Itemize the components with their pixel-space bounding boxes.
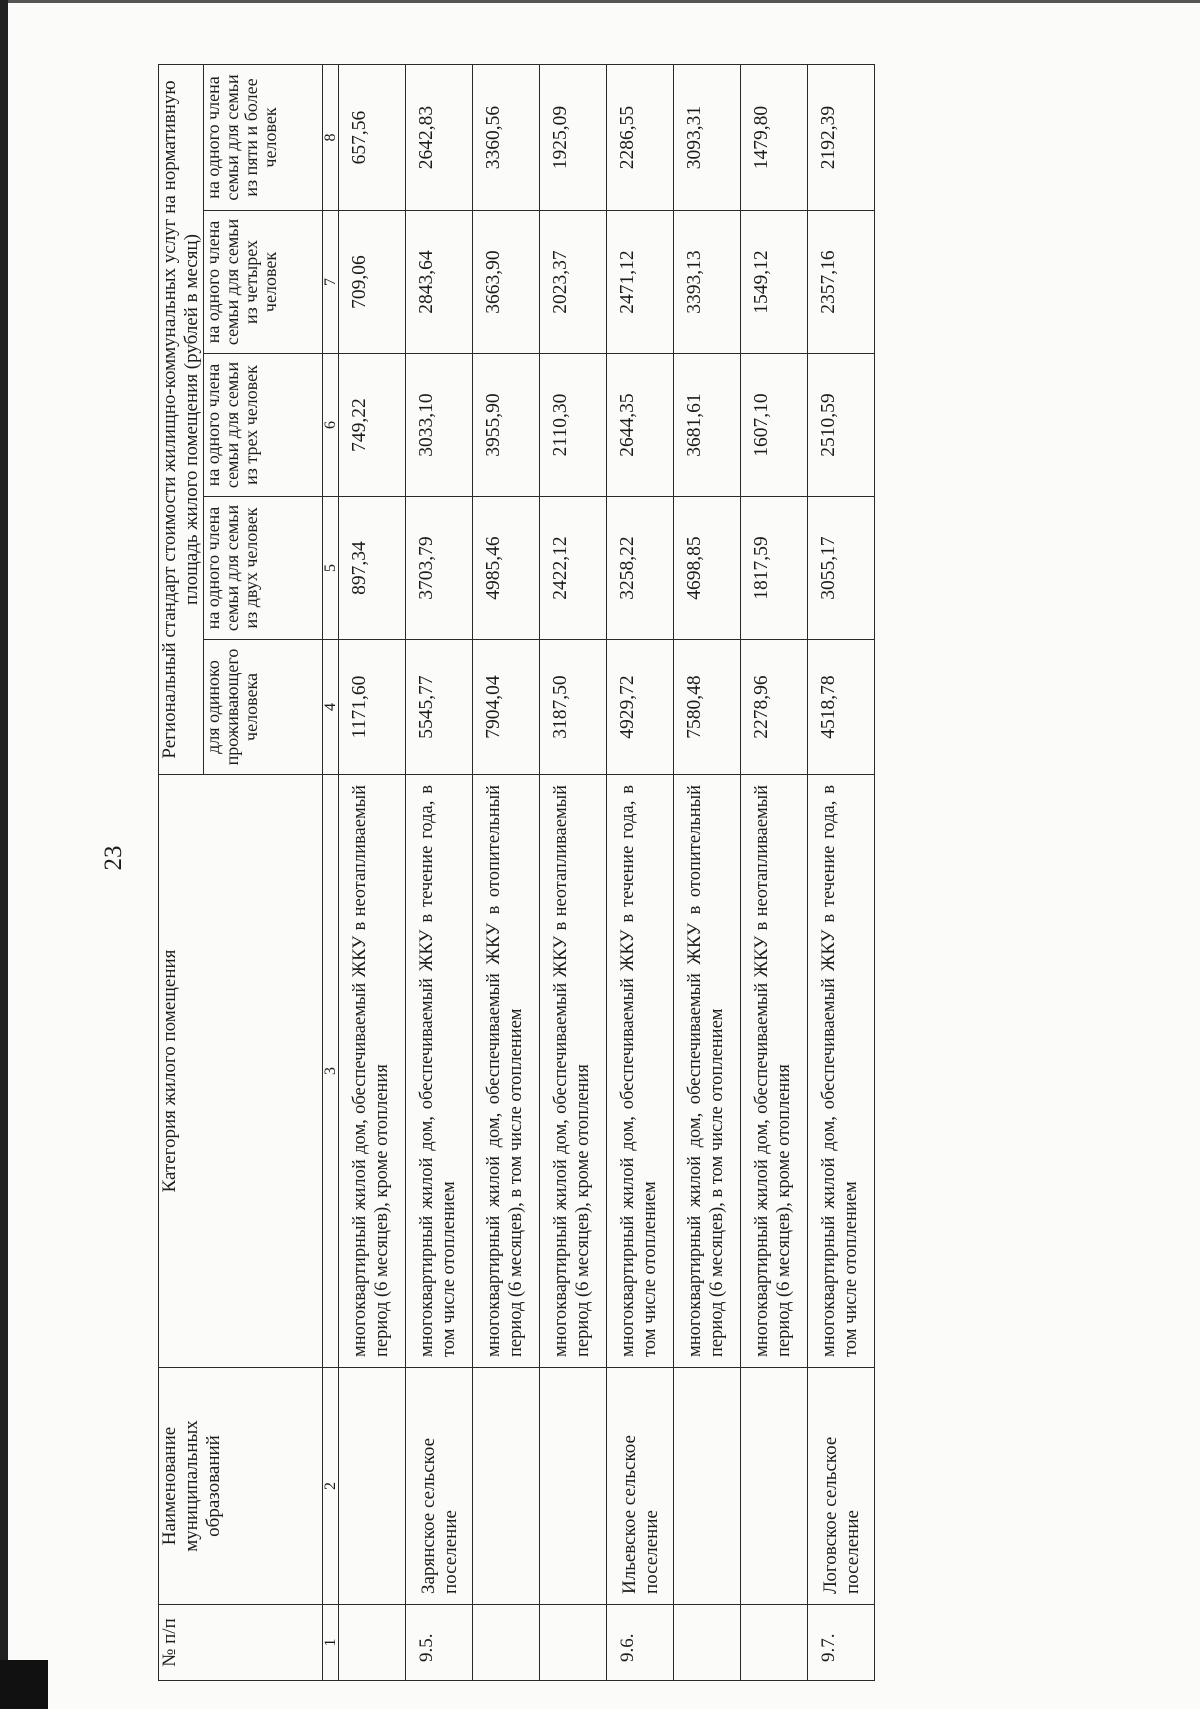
value-four: 2357,16 <box>808 211 875 354</box>
municipality-name: Ильевское сельское поселение <box>607 1368 674 1605</box>
header-col-number: № п/п <box>159 1605 323 1681</box>
row-number <box>741 1605 808 1681</box>
value-four: 2471,12 <box>607 211 674 354</box>
value-three: 3681,61 <box>674 354 741 497</box>
table-body <box>339 65 875 1681</box>
value-three: 2510,59 <box>808 354 875 497</box>
header-col-five: на одного члена семьи для семьи из пяти и более человек <box>204 65 323 211</box>
housing-category: многоквартирный жилой дом, обеспечиваемый ЖКУ в неотапливаемый период (6 месяцев), кроме отопления <box>540 775 607 1368</box>
column-number: 4 <box>323 640 339 775</box>
page-number: 23 <box>100 845 127 871</box>
value-four: 2843,64 <box>406 211 473 354</box>
value-five: 1479,80 <box>741 65 808 211</box>
value-two: 3055,17 <box>808 497 875 640</box>
value-three: 3033,10 <box>406 354 473 497</box>
column-number-row <box>323 65 339 1681</box>
value-five: 657,56 <box>339 65 406 211</box>
value-five: 3093,31 <box>674 65 741 211</box>
value-four: 1549,12 <box>741 211 808 354</box>
row-number: 9.6. <box>607 1605 674 1681</box>
value-single: 5545,77 <box>406 640 473 775</box>
row-number <box>674 1605 741 1681</box>
value-three: 3955,90 <box>473 354 540 497</box>
table-row <box>339 65 406 1681</box>
value-single: 3187,50 <box>540 640 607 775</box>
value-single: 7904,04 <box>473 640 540 775</box>
row-number <box>473 1605 540 1681</box>
housing-category: многоквартирный жилой дом, обеспечиваемый ЖКУ в течение года, в том числе отоплением <box>406 775 473 1368</box>
housing-category: многоквартирный жилой дом, обеспечиваемый ЖКУ в отопительный период (6 месяцев), в том числе отоплением <box>473 775 540 1368</box>
table-row <box>406 65 473 1681</box>
value-three: 2644,35 <box>607 354 674 497</box>
municipality-name <box>339 1368 406 1605</box>
value-five: 2642,83 <box>406 65 473 211</box>
header-col-category: Категория жилого помещения <box>159 775 323 1368</box>
value-single: 2278,96 <box>741 640 808 775</box>
row-number <box>540 1605 607 1681</box>
municipality-name <box>674 1368 741 1605</box>
municipality-name <box>741 1368 808 1605</box>
table-row <box>808 65 875 1681</box>
value-five: 3360,56 <box>473 65 540 211</box>
housing-category: многоквартирный жилой дом, обеспечиваемый ЖКУ в течение года, в том числе отоплением <box>607 775 674 1368</box>
column-number: 1 <box>323 1605 339 1681</box>
value-four: 3663,90 <box>473 211 540 354</box>
value-two: 2422,12 <box>540 497 607 640</box>
housing-category: многоквартирный жилой дом, обеспечиваемый ЖКУ в течение года, в том числе отоплением <box>808 775 875 1368</box>
header-group-standard: Региональный стандарт стоимости жилищно-коммунальных услуг на нормативную площадь жилого помещения (рублей в месяц) <box>159 65 204 775</box>
column-number: 6 <box>323 354 339 497</box>
value-two: 4698,85 <box>674 497 741 640</box>
value-five: 1925,09 <box>540 65 607 211</box>
table-row <box>607 65 674 1681</box>
header-col-two: на одного члена семьи для семьи из двух человек <box>204 497 323 640</box>
value-two: 3258,22 <box>607 497 674 640</box>
header-col-single: для одиноко проживающего человека <box>204 640 323 775</box>
column-number: 3 <box>323 775 339 1368</box>
value-four: 3393,13 <box>674 211 741 354</box>
municipality-name <box>473 1368 540 1605</box>
housing-category: многоквартирный жилой дом, обеспечиваемый ЖКУ в неотапливаемый период (6 месяцев), кроме отопления <box>339 775 406 1368</box>
row-number: 9.7. <box>808 1605 875 1681</box>
housing-cost-table <box>158 64 875 1681</box>
header-col-municipality: Наименование муниципальных образований <box>159 1368 323 1605</box>
row-number: 9.5. <box>406 1605 473 1681</box>
value-five: 2192,39 <box>808 65 875 211</box>
column-number: 5 <box>323 497 339 640</box>
table-row <box>540 65 607 1681</box>
value-three: 1607,10 <box>741 354 808 497</box>
municipality-name <box>540 1368 607 1605</box>
value-five: 2286,55 <box>607 65 674 211</box>
value-single: 4929,72 <box>607 640 674 775</box>
municipality-name: Логовское сельское поселение <box>808 1368 875 1605</box>
value-four: 709,06 <box>339 211 406 354</box>
value-two: 3703,79 <box>406 497 473 640</box>
municipality-name: Зарянское сельское поселение <box>406 1368 473 1605</box>
column-number: 8 <box>323 65 339 211</box>
column-number: 7 <box>323 211 339 354</box>
table-row <box>674 65 741 1681</box>
column-number: 2 <box>323 1368 339 1605</box>
value-single: 1171,60 <box>339 640 406 775</box>
value-three: 749,22 <box>339 354 406 497</box>
value-single: 4518,78 <box>808 640 875 775</box>
header-col-three: на одного члена семьи для семьи из трех человек <box>204 354 323 497</box>
value-single: 7580,48 <box>674 640 741 775</box>
row-number <box>339 1605 406 1681</box>
header-col-four: на одного члена семьи для семьи из четырех человек <box>204 211 323 354</box>
value-three: 2110,30 <box>540 354 607 497</box>
value-four: 2023,37 <box>540 211 607 354</box>
table-row <box>741 65 808 1681</box>
value-two: 4985,46 <box>473 497 540 640</box>
housing-category: многоквартирный жилой дом, обеспечиваемый ЖКУ в отопительный период (6 месяцев), в том числе отоплением <box>674 775 741 1368</box>
table-row <box>473 65 540 1681</box>
housing-category: многоквартирный жилой дом, обеспечиваемый ЖКУ в неотапливаемый период (6 месяцев), кроме отопления <box>741 775 808 1368</box>
value-two: 1817,59 <box>741 497 808 640</box>
value-two: 897,34 <box>339 497 406 640</box>
